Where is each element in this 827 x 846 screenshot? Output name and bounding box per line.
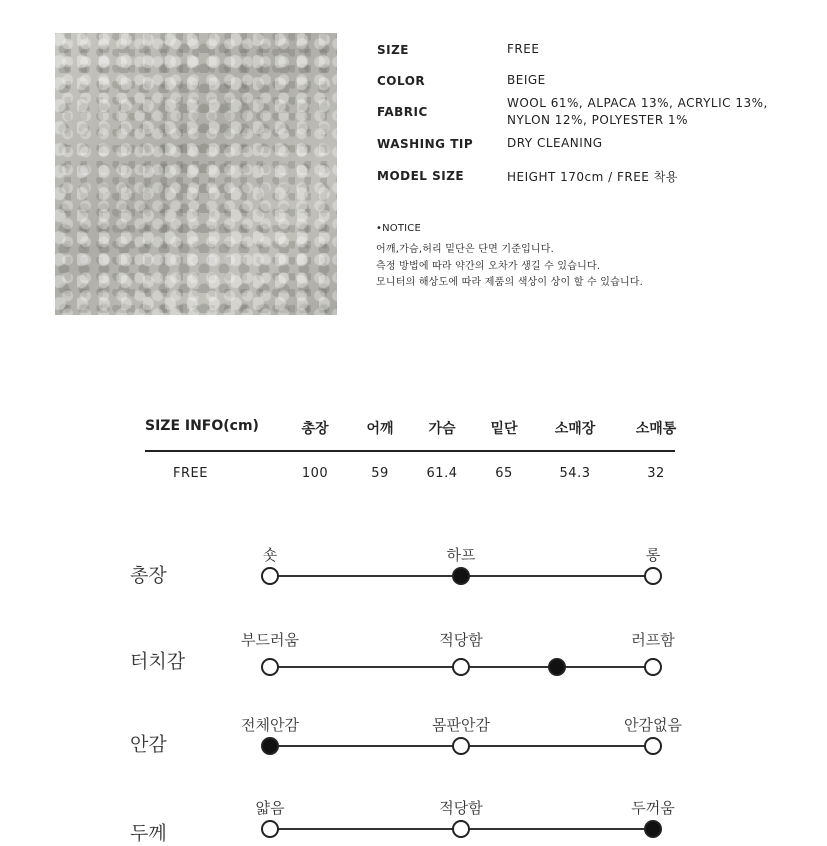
- scale-dot: [261, 658, 279, 676]
- scale-option: 숏: [262, 546, 278, 564]
- table-divider: [145, 450, 675, 452]
- size-table-cell: 32: [647, 466, 665, 481]
- scale-option: 부드러움: [241, 631, 299, 649]
- size-info-table: [145, 412, 675, 492]
- spec-value-color: BEIGE: [507, 73, 546, 87]
- size-table-header: 총장: [301, 421, 329, 437]
- spec-label-washing-tip: WASHING TIP: [377, 137, 474, 151]
- notice-line: 어깨,가슴,허리 밑단은 단면 기준입니다.: [376, 244, 555, 255]
- scale-label: 두께: [130, 822, 167, 845]
- size-table-header: 소매장: [554, 421, 596, 437]
- scale-lining: [0, 711, 827, 781]
- scale-label: 총장: [130, 564, 167, 587]
- size-table-cell: 65: [495, 466, 513, 481]
- size-table-header: 어깨: [366, 421, 394, 437]
- scale-label: 안감: [130, 733, 167, 756]
- size-table-header: SIZE INFO(cm): [145, 418, 259, 434]
- notice-line: 측정 방법에 따라 약간의 오차가 생길 수 있습니다.: [376, 261, 601, 272]
- scale-dot: [644, 658, 662, 676]
- size-table-cell: 59: [371, 466, 389, 481]
- spec-label-color: COLOR: [377, 74, 426, 88]
- scale-thickness: [0, 797, 827, 845]
- spec-label-fabric: FABRIC: [377, 105, 428, 119]
- scale-selected-dot: [548, 658, 566, 676]
- scale-touch: [0, 626, 827, 696]
- size-table-header: 밑단: [490, 421, 518, 437]
- scale-dot: [452, 658, 470, 676]
- notice-line: 모니터의 해상도에 따라 제품의 색상이 상이 할 수 있습니다.: [376, 277, 644, 288]
- size-table-header: 가슴: [428, 421, 456, 437]
- fabric-swatch-image: [55, 33, 337, 315]
- size-table-cell: 100: [301, 466, 329, 481]
- notice-title: •NOTICE: [376, 223, 422, 234]
- scale-option: 두꺼움: [631, 799, 675, 817]
- scale-dot: [452, 567, 470, 585]
- scale-dot: [644, 737, 662, 755]
- scale-option: 적당함: [439, 799, 483, 817]
- scale-option: 전체안감: [241, 716, 299, 734]
- spec-label-size: SIZE: [377, 43, 410, 57]
- spec-value-fabric-line2: NYLON 12%, POLYESTER 1%: [507, 113, 689, 127]
- scale-dot: [644, 820, 662, 838]
- scale-dot: [261, 567, 279, 585]
- scale-option: 하프: [446, 546, 476, 564]
- spec-value-washing-tip: DRY CLEANING: [507, 136, 603, 150]
- scale-option: 몸판안감: [432, 716, 490, 734]
- scale-length: [0, 540, 827, 610]
- scale-option: 롱: [645, 546, 661, 564]
- scale-option: 러프함: [631, 631, 675, 649]
- scale-dot: [452, 820, 470, 838]
- spec-value-size: FREE: [507, 42, 540, 56]
- spec-value-fabric: WOOL 61%, ALPACA 13%, ACRYLIC 13%,: [507, 96, 768, 110]
- scale-dot: [452, 737, 470, 755]
- scale-option: 얇음: [255, 799, 285, 817]
- spec-value-model-size: HEIGHT 170cm / FREE 착용: [507, 170, 678, 184]
- scale-label: 터치감: [130, 650, 186, 673]
- size-table-cell: 61.4: [426, 466, 458, 481]
- size-table-header: 소매통: [635, 421, 677, 437]
- scale-dot: [261, 820, 279, 838]
- scale-option: 적당함: [439, 631, 483, 649]
- scale-option: 안감없음: [624, 716, 682, 734]
- size-table-cell: FREE: [173, 466, 208, 481]
- scale-dot: [261, 737, 279, 755]
- scale-dot: [644, 567, 662, 585]
- size-table-cell: 54.3: [559, 466, 591, 481]
- spec-label-model-size: MODEL SIZE: [377, 169, 465, 183]
